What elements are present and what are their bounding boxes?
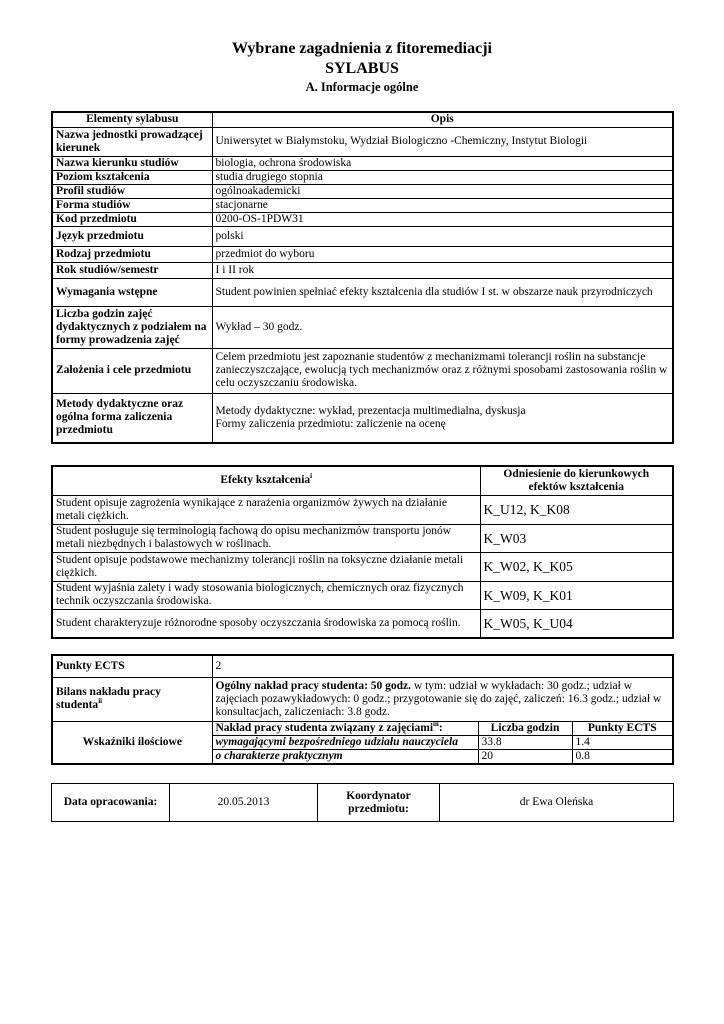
indicator-ects: 1.4 [572,735,673,749]
info-label: Język przedmiotu [52,226,212,246]
ects-points-label: Punkty ECTS [52,655,212,677]
effect-ref: K_U12, K_K08 [480,495,673,524]
ects-points-value: 2 [212,655,673,677]
info-value-methods: Metody dydaktyczne: wykład, prezentacja multimedialna, dyskusja [215,404,526,417]
effects-ref-head: Odniesienie do kierunkowych efektów kształcenia [480,466,673,495]
ects-table [51,654,674,765]
info-value: Student powinien spełniać efekty kształcenia dla studiów I st. w obszarze nauk przyrodniczych [212,278,673,306]
indicator-hours: 33.8 [478,735,572,749]
info-value: ogólnoakademicki [212,184,673,198]
effect-ref: K_W05, K_U04 [480,609,673,638]
info-value: Celem przedmiotu jest zapoznanie studentów z mechanizmami tolerancji roślin na substancje zanieczyszczające, ewolucją tych mechanizmów oraz z różnymi sposobami zastosowania roślin w celu oczyszczaniu środowiska. [212,348,673,393]
info-label: Liczba godzin zajęć dydaktycznych z podziałem na formy prowadzenia zajęć [52,306,212,348]
info-value: polski [212,226,673,246]
info-value: stacjonarne [212,198,673,212]
indicator-label: o charakterze praktycznym [212,749,478,764]
effect-text: Student posługuje się terminologią fachową do opisu mechanizmów transportu jonów metali niezbędnych i balastowych w roślinach. [52,524,480,552]
info-value: I i II rok [212,262,673,278]
info-value-assessment: Formy zaliczenia przedmiotu: zaliczenie na ocenę [215,417,446,430]
info-value [212,393,673,443]
date-value: 20.05.2013 [170,784,318,822]
info-head-elements: Elementy sylabusu [52,112,212,127]
indicators-head: Nakład pracy studenta związany z zajęciami$^{iii}$: [212,721,478,735]
syllabus-info-table [51,111,674,444]
info-label: Profil studiów [52,184,212,198]
info-value: 0200-OS-1PDW31 [212,212,673,226]
info-head-description: Opis [212,112,673,127]
info-label: Nazwa kierunku studiów [52,156,212,170]
info-label: Rok studiów/semestr [52,262,212,278]
footnote-marker: ii [98,697,103,706]
workload-balance-value: Ogólny nakład pracy studenta: 50 godz. w tym: udział w wykładach: 30 godz.; udział w zajęciach pozawykładowych: 0 godz.; przygotowanie się do zajęć, zaliczeń: 16.3 godz.; udział w konsultacjach, zaliczeniach: 3.8 godz. [212,677,673,721]
hours-head: Liczba godzin [478,721,572,735]
effect-ref: K_W09, K_K01 [480,581,673,609]
info-label: Założenia i cele przedmiotu [52,348,212,393]
document-title: Wybrane zagadnienia z fitoremediacji [232,40,492,57]
coordinator-label: Koordynator przedmiotu: [318,784,440,822]
info-value: studia drugiego stopnia [212,170,673,184]
coordinator-value: dr Ewa Oleńska [440,784,674,822]
preparation-info-table [51,783,674,822]
indicator-label: wymagającymi bezpośredniego udziału nauczyciela [212,735,478,749]
learning-effects-table [51,465,674,639]
info-label: Poziom kształcenia [52,170,212,184]
info-label: Forma studiów [52,198,212,212]
info-value: Uniwersytet w Białymstoku, Wydział Biologiczno -Chemiczny, Instytut Biologii [212,127,673,156]
indicator-hours: 20 [478,749,572,764]
info-label: Nazwa jednostki prowadzącej kierunek [52,127,212,156]
info-label: Rodzaj przedmiotu [52,246,212,262]
section-heading: A. Informacje ogólne [305,80,419,94]
workload-balance-label: Bilans nakładu pracy studenta$^{ii}$ [52,677,212,721]
info-value: Wykład – 30 godz. [212,306,673,348]
info-value: przedmiot do wyboru [212,246,673,262]
info-label: Kod przedmiotu [52,212,212,226]
info-value: biologia, ochrona środowiska [212,156,673,170]
effect-text: Student charakteryzuje różnorodne sposoby oczyszczania środowiska za pomocą roślin. [52,609,480,638]
document-subtitle: SYLABUS [325,60,399,77]
info-label: Metody dydaktyczne oraz ogólna forma zaliczenia przedmiotu [52,393,212,443]
ects-head: Punkty ECTS [572,721,673,735]
effect-text: Student opisuje zagrożenia wynikające z narażenia organizmów żywych na działanie metali ciężkich. [52,495,480,524]
footnote-marker: i [310,472,313,481]
indicators-label: Wskaźniki ilościowe [52,721,212,764]
indicator-ects: 0.8 [572,749,673,764]
effect-text: Student opisuje podstawowe mechanizmy tolerancji roślin na toksyczne działanie metali ciężkich. [52,552,480,581]
effect-ref: K_W03 [480,524,673,552]
effect-text: Student wyjaśnia zalety i wady stosowania biologicznych, chemicznych oraz fizycznych technik oczyszczania środowiska. [52,581,480,609]
effect-ref: K_W02, K_K05 [480,552,673,581]
date-label: Data opracowania: [52,784,170,822]
info-label: Wymagania wstępne [52,278,212,306]
effects-head: Efekty kształcenia$^i$ [52,466,480,495]
footnote-marker: iii [433,719,439,728]
